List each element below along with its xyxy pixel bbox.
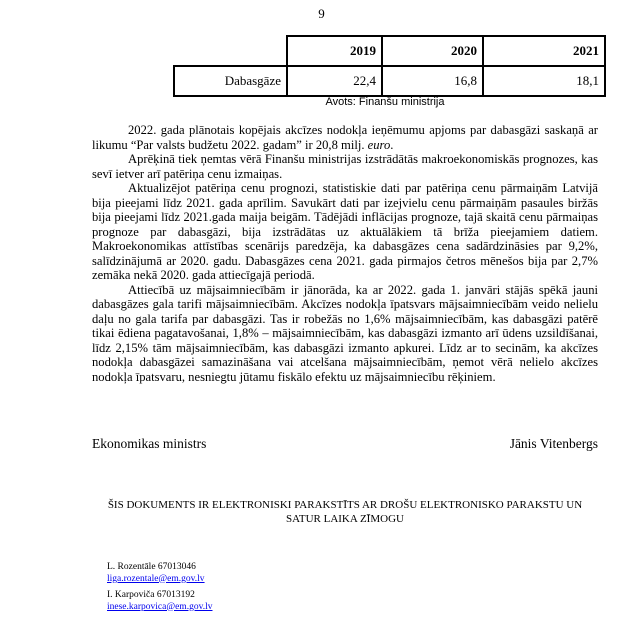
contacts: [107, 562, 212, 618]
table-cell: 16,8: [382, 66, 483, 96]
paragraph-text: 2022. gada plānotais kopējais akcīzes nodokļa ieņēmumu apjoms par dabasgāzi saskaņā ar likumu “Par valsts budžetu 2022. gadam” ir 20,8 milj.: [92, 123, 598, 152]
table-header-cell: 2021: [483, 36, 605, 66]
signature-block: [92, 436, 598, 452]
paragraph: Aprēķinā tiek ņemtas vērā Finanšu ministrijas izstrādātās makroekonomiskās prognozes, kas sevī ietver arī patēriņa cenu izmaiņas.: [92, 152, 598, 181]
document-body: [92, 123, 598, 384]
contact: [107, 562, 212, 585]
currency-italic: euro: [367, 137, 391, 152]
electronic-signature-notice: ŠIS DOKUMENTS IR ELEKTRONISKI PARAKSTĪTS AR DROŠU ELEKTRONISKO PARAKSTU UN SATUR LAIKA ZĪMOGU: [107, 499, 583, 525]
excise-revenue-table: [173, 35, 606, 97]
signatory-name: Jānis Vitenbergs: [509, 436, 598, 451]
contact-email-link[interactable]: inese.karpovica@em.gov.lv: [107, 601, 213, 612]
table-header-row: [174, 36, 605, 66]
signatory-title: Ekonomikas ministrs: [92, 436, 207, 451]
paragraph: Attiecībā uz mājsaimniecībām ir jānorāda, ka ar 2022. gada 1. janvāri stājās spēkā jauni dabasgāzes gala tarifi mājsaimniecībām. Akcīzes nodokļa īpatsvars mājsaimniecībām veido nelielu daļu no gala tarifa par dabasgāzi. Tas ir robežās no 1,6% mājsaimniecībām, kas dabasgāzi patērē tikai ēdiena pagatavošanai, 1,8% – mājsaimniecībām, kas dabasgāzi izmanto arī ūdens uzsildīšanai, līdz 2,15% tām mājsaimniecībām, kas dabasgāzi izmanto apkurei. Līdz ar to secinām, ka akcīzes nodokļa dabasgāzei samazināšana vai atcelšana mājsaimniecībām, ņemot vērā nelielo akcīzes nodokļa īpatsvaru, nesniegtu jūtamu fiskālo efektu uz mājsaimniecību rēķiniem.: [92, 282, 598, 384]
contact: [107, 590, 212, 613]
contact-name: I. Karpoviča 67013192: [107, 590, 195, 600]
table-row: [174, 66, 605, 96]
table-cell: 22,4: [287, 66, 382, 96]
table-header-blank: [174, 36, 287, 66]
paragraph: [92, 123, 598, 152]
table-cell: 18,1: [483, 66, 605, 96]
contact-email-link[interactable]: liga.rozentale@em.gov.lv: [107, 573, 205, 584]
paragraph-end: .: [390, 137, 394, 152]
table-header-cell: 2020: [382, 36, 483, 66]
page-number: 9: [318, 6, 325, 21]
contact-name: L. Rozentāle 67013046: [107, 562, 196, 572]
table-header-cell: 2019: [287, 36, 382, 66]
table-source: Avots: Finanšu ministrija: [325, 96, 445, 108]
paragraph: Aktualizējot patēriņa cenu prognozi, statistiskie dati par patēriņa cenu pārmaiņām Latvijā bija pieejami līdz 2021. gada aprīlim. Savukārt dati par izejvielu cenu pārmaiņām pasaules biržās bija pieejami līdz 2021.gada maija beigām. Tādējādi inflācijas prognoze, tajā skaitā cenu pārmaiņas prognoze par dabasgāzi, bija izstrādātas uz aktuālākiem tā brīža pieejamiem datiem. Makroekonomikas attīstības scenārijs paredzēja, ka dabasgāzes cena sadārdzināsies par 9,2%, salīdzinājumā ar 2020. gadu. Dabasgāzes cena 2021. gada pirmajos četros mēnešos bija par 2,7% zemāka nekā 2020. gada attiecīgajā periodā.: [92, 181, 598, 282]
row-label: Dabasgāze: [174, 66, 287, 96]
